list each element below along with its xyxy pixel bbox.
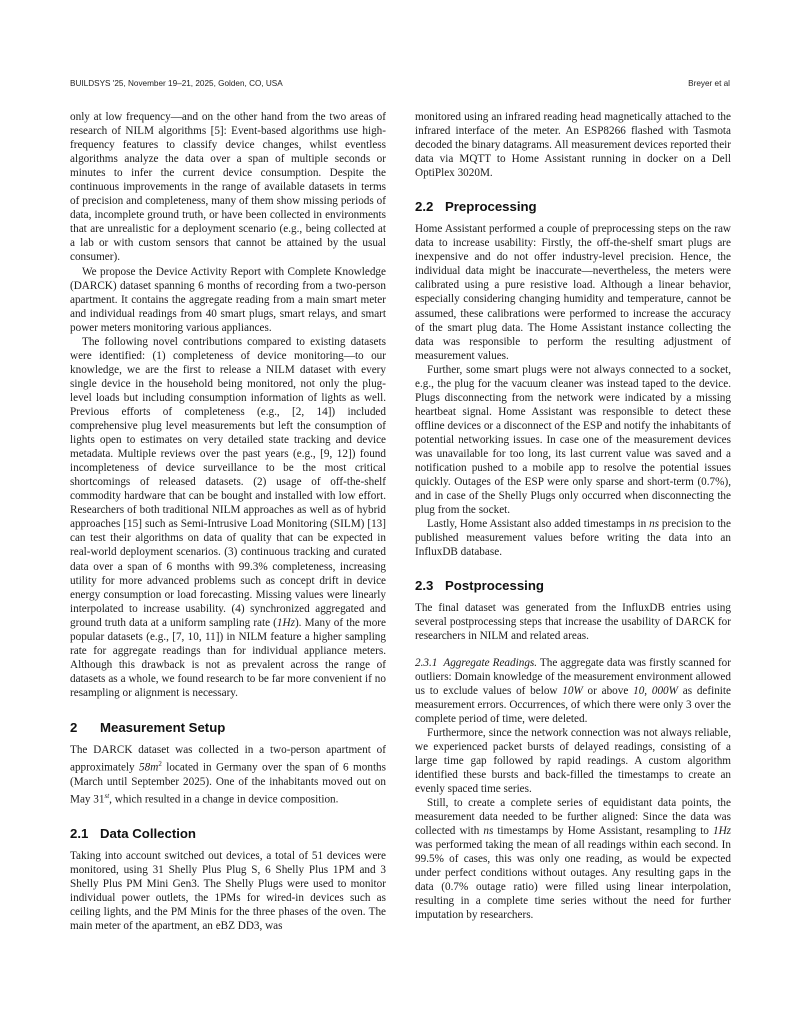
- section-heading: 2 Measurement Setup: [70, 719, 226, 735]
- paragraph: The final dataset was generated from the InfluxDB entries using several postprocessing steps that increase the usability of DARCK for researchers in NILM and related areas.: [415, 602, 731, 643]
- paragraph: monitored using an infrared reading head magnetically attached to the infrared interface of the meter. An ESP8266 flashed with Tasmota decoded the binary datagrams. All measurement devices reported their data via MQTT to Home Assistant running in docker on a Dell OptiPlex 3020M.: [415, 111, 731, 180]
- paragraph: Taking into account switched out devices, a total of 51 devices were monitored, using 31 Shelly Plus Plug S, 6 Shelly Plus 1PM and 3 Shelly Plus PM Mini Gen3. The Shelly Plugs were used to monitor individual power outlets, the 1PMs for wired-in devices such as ceiling lights, and the PM Minis for the three phases of the oven. The main meter of the apartment, an eBZ DD3, was: [70, 849, 386, 932]
- conference-info: BUILDSYS '25, November 19–21, 2025, Golden, CO, USA: [70, 79, 283, 88]
- right-column: [415, 110, 731, 922]
- subsection-heading: 2.1 Data Collection: [70, 825, 196, 841]
- paragraph: Lastly, Home Assistant also added timestamps in ns precision to the published measurement values before writing the data into an InfluxDB database.: [415, 518, 731, 559]
- paragraph: Still, to create a complete series of equidistant data points, the measurement data needed to be further aligned: Since the data was collected with ns timestamps by Home Assistant, resampling to 1Hz was performed taking the mean of all readings within each second. In 99.5% of cases, this was only one reading, as would be expected under perfect conditions without outages. Any resulting gaps in the data (0.7% outage ratio) were filled using linear interpolation, resulting in a complete time series without the need for further imputation by researchers.: [415, 796, 731, 922]
- subsection-heading: 2.3 Postprocessing: [415, 578, 544, 594]
- subsubsection-heading: 2.3.1 Aggregate Readings.: [415, 656, 538, 669]
- author-running-title: Breyer et al: [688, 79, 730, 88]
- running-header: [70, 79, 730, 93]
- paragraph: Furthermore, since the network connection was not always reliable, we experienced packet bursts of delayed readings, consisting of a large time gap followed by rapid readings. A custom algorithm identified these bursts and back-filled the timestamps to create an evenly spaced time series.: [415, 726, 731, 795]
- math-unit: 1Hz: [276, 616, 295, 629]
- subsubsection-paragraph: 2.3.1 Aggregate Readings. The aggregate data was firstly scanned for outliers: Domain knowledge of the measurement environment allowed us to exclude values of below 10W or above 10, 000W as definite measurement errors. Occurrences, of which there were only 3 over the complete period of time, were deleted.: [415, 656, 731, 725]
- paragraph: We propose the Device Activity Report with Complete Knowledge (DARCK) dataset spanning 6 months of recording from a two-person apartment. It contains the aggregate reading from a main smart meter and individual readings from 40 smart plugs, smart relays, and smart power meters monitoring various appliances.: [70, 265, 386, 334]
- paragraph: Home Assistant performed a couple of preprocessing steps on the raw data to increase usability: Firstly, the off-the-shelf smart plugs are inexpensive and do not offer industry-level precision. Hence, the individual data might be inaccurate—nevertheless, the meters were calibrated using a pure resistive load. Although a linear behavior, especially considering changing humidity and temperature, cannot be assumed, these calibrations were performed to increase the accuracy of the smart plug data. The Home Assistant instance collecting the data was responsible to perform the resulting adjustment of measurement values.: [415, 223, 731, 362]
- paragraph: Further, some smart plugs were not always connected to a socket, e.g., the plug for the vacuum cleaner was instead taped to the device. Plugs disconnecting from the network were indicated by a missing heartbeat signal. Home Assistant was responsible to detect these offline devices or a disconnect of the ESP and notify the inhabitants of potential networking issues. In case one of the measurement devices was unavailable for too long, its last current value was saved and a notification pushed to a mobile app to resolve the potential issues quickly. Outages of the ESP were only sparse and short-term (0.7%), and in case of the Shelly Plugs only occurred when disconnecting the plug from the socket.: [415, 363, 731, 517]
- paragraph: The DARCK dataset was collected in a two-person apartment of approximately $58m^2$ located in Germany over the span of 6 months (March until September 2025). One of the inhabitants moved out on May 31st, which resulted in a change in device composition.: [70, 743, 386, 806]
- contributions-paragraph: The following novel contributions compared to existing datasets were identified: (1) completeness of device monitoring—to our knowledge, we are the first to release a NILM dataset with every single device in the household being monitored, not only the plug-level loads but including consumption information of lights as well. Previous efforts of completeness (e.g., [2, 14]) included comprehensive plug level measurements but left the consumption of lights open to estimates on very detailed state tracking and device metadata. Multiple reviews over the past years (e.g., [9, 12]) found incompleteness of device surveillance to be the most critical shortcomings of released datasets. (2) usage of off-the-shelf commodity hardware that can be bought and installed with low effort. Researchers of both traditional NILM approaches as well as of hybrid approaches [15] such as Semi-Intrusive Load Monitoring (SILM) [13] can test their algorithms on data of quality that can be expected in real-world deployment scenarios. (3) continuous tracking and curated data over a span of 6 months with 99.3% completeness, increasing utility for more advanced problems such as concept drift in device energy consumption or load forecasting. Missing values were linearly interpolated to increase usability. (4) synchronized aggregated and ground truth data at a uniform sampling rate (1Hz). Many of the more popular datasets (e.g., [7, 10, 11]) in NILM feature a higher sampling rate for aggregate readings than for individual appliance meters. Although this drawback is not as prevalent across the range of datasets as a whole, we found research to be far more convenient if no resampling or alignment is necessary.: [70, 335, 386, 699]
- left-column: [70, 110, 386, 933]
- subsection-heading: 2.2 Preprocessing: [415, 199, 537, 215]
- paragraph: only at low frequency—and on the other hand from the two areas of research of NILM algorithms [5]: Event-based algorithms use high-frequency features to classify device changes, whilst eventless algorithms analyze the data over a span of multiple seconds or minutes to infer the current device consumption. Despite the continuous improvements in the range of available datasets in terms of precision and completeness, many of them show missing periods of data, incomplete ground truth, or have been collected in environments that are unrealistic for a deployment scenario (e.g., being collected at a lab or with custom sensors that cannot be attained by the usual consumer).: [70, 111, 386, 264]
